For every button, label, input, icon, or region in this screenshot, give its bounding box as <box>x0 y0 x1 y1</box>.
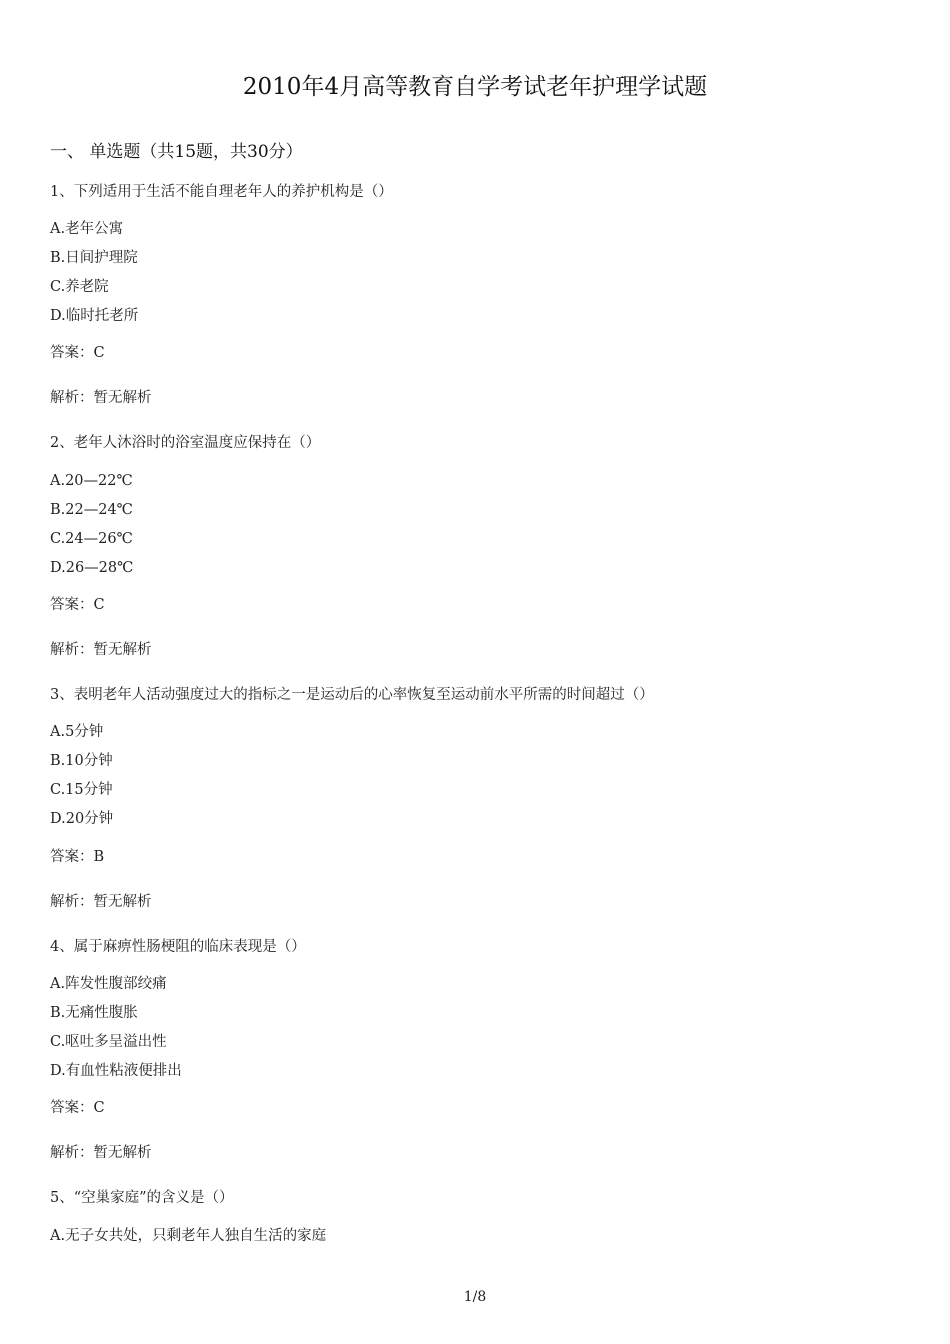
question-4-option-b: B.无痛性腹胀 <box>50 1005 138 1021</box>
question-3-stem: 3、表明老年人活动强度过大的指标之一是运动后的心率恢复至运动前水平所需的时间超过（） <box>50 687 654 703</box>
question-3-option-d: D.20分钟 <box>50 811 114 827</box>
question-5-stem: 5、“空巢家庭”的含义是（） <box>50 1190 234 1206</box>
document-title: 2010年4月高等教育自学考试老年护理学试题 <box>242 74 708 100</box>
section-heading: 一、 单选题（共15题，共30分） <box>50 142 303 162</box>
question-1-stem: 1、下列适用于生活不能自理老年人的养护机构是（） <box>50 184 393 200</box>
question-2-option-a: A.20—22℃ <box>50 473 133 489</box>
question-3-option-b: B.10分钟 <box>50 753 113 769</box>
question-2-option-c: C.24—26℃ <box>50 531 133 547</box>
question-1-analysis: 解析：暂无解析 <box>50 390 152 406</box>
question-4-option-d: D.有血性粘液便排出 <box>50 1063 182 1079</box>
question-3-analysis: 解析：暂无解析 <box>50 894 152 910</box>
page-number: 1/8 <box>463 1289 487 1305</box>
question-2-option-b: B.22—24℃ <box>50 502 133 518</box>
question-4-answer: 答案：C <box>50 1100 105 1116</box>
question-2-stem: 2、老年人沐浴时的浴室温度应保持在（） <box>50 435 321 451</box>
question-4-analysis: 解析：暂无解析 <box>50 1145 152 1161</box>
question-2-answer: 答案：C <box>50 597 105 613</box>
question-5-option-a: A.无子女共处，只剩老年人独自生活的家庭 <box>50 1228 327 1244</box>
question-4-option-c: C.呕吐多呈溢出性 <box>50 1034 167 1050</box>
question-1-option-a: A.老年公寓 <box>50 221 124 237</box>
question-3-option-a: A.5分钟 <box>50 724 104 740</box>
question-1-option-b: B.日间护理院 <box>50 250 138 266</box>
question-1-option-c: C.养老院 <box>50 279 109 295</box>
question-3-answer: 答案：B <box>50 849 105 865</box>
question-3-option-c: C.15分钟 <box>50 782 113 798</box>
question-4-stem: 4、属于麻痹性肠梗阻的临床表现是（） <box>50 939 306 955</box>
question-2-analysis: 解析：暂无解析 <box>50 642 152 658</box>
question-1-answer: 答案：C <box>50 345 105 361</box>
question-4-option-a: A.阵发性腹部绞痛 <box>50 976 167 992</box>
question-1-option-d: D.临时托老所 <box>50 308 139 324</box>
question-2-option-d: D.26—28℃ <box>50 560 134 576</box>
